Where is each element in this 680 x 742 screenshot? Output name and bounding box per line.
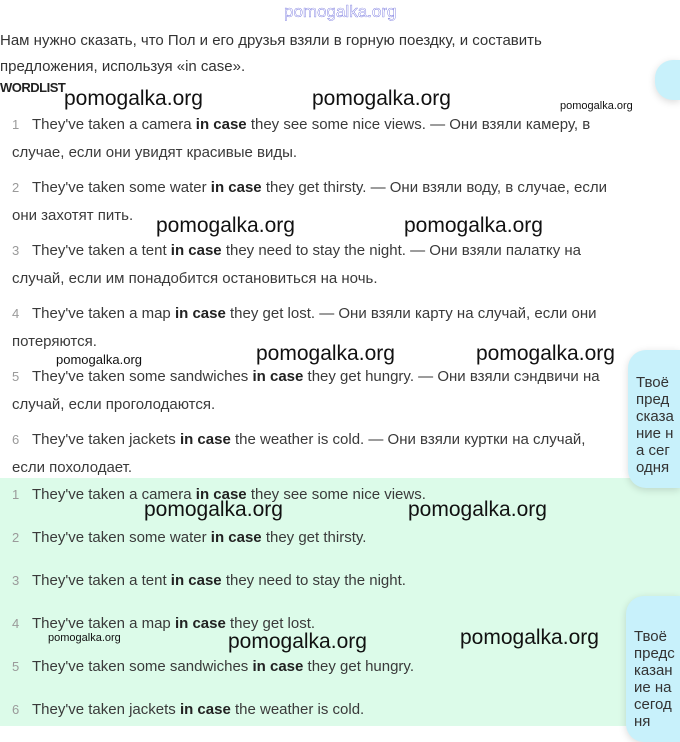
watermark: pomogalka.org — [312, 87, 451, 110]
item-keyword: in case — [174, 305, 226, 322]
watermark: pomogalka.org — [156, 214, 295, 237]
item-text: the weather is cold. — [230, 431, 365, 448]
item-keyword: in case — [210, 529, 262, 546]
item-keyword: in case — [179, 701, 231, 718]
item-text: they get lost. — [225, 305, 316, 322]
list-item — [12, 111, 618, 167]
item-keyword: in case — [170, 242, 222, 259]
watermark: pomogalka.org — [144, 498, 283, 521]
item-text: they see some nice views. — [246, 486, 426, 503]
intro-text: Нам нужно сказать, что Пол и его друзья взяли в горную поездку, и составить предложения, используя «in case». — [0, 32, 542, 75]
item-text: They've taken a camera — [32, 116, 196, 133]
item-translation: — Они взяли камеру, в случае, если они увидят красивые виды. — [12, 116, 591, 161]
item-number: 5 — [12, 369, 20, 384]
item-text: They've taken jackets — [32, 431, 180, 448]
item-text: the weather is cold. — [230, 701, 365, 718]
item-number: 5 — [12, 659, 20, 674]
item-number: 3 — [12, 243, 20, 258]
answer-block — [0, 478, 680, 726]
item-keyword: in case — [252, 658, 304, 675]
item-text: they get lost. — [225, 615, 316, 632]
item-number: 2 — [12, 530, 20, 545]
item-text: they get thirsty. — [261, 529, 367, 546]
list-item — [12, 528, 366, 548]
item-text: they need to stay the night. — [221, 572, 406, 589]
item-text: they get thirsty. — [261, 179, 367, 196]
list-item — [12, 571, 406, 591]
item-number: 1 — [12, 487, 20, 502]
watermark: pomogalka.org — [404, 214, 543, 237]
watermark: pomogalka.org — [560, 100, 633, 112]
item-text: They've taken a map — [32, 615, 175, 632]
watermark: pomogalka.org — [408, 498, 547, 521]
prediction-popup[interactable] — [626, 596, 680, 742]
item-keyword: in case — [170, 572, 222, 589]
item-text: They've taken a tent — [32, 242, 171, 259]
popup-text: Твоё предсказание на сегодня — [634, 628, 675, 730]
item-translation: — Они взяли карту на случай, если они потеряются. — [12, 305, 597, 350]
item-number: 3 — [12, 573, 20, 588]
item-text: They've taken some sandwiches — [32, 368, 253, 385]
item-keyword: in case — [195, 116, 247, 133]
item-number: 6 — [12, 432, 20, 447]
item-number: 4 — [12, 306, 20, 321]
item-translation: — Они взяли палатку на случай, если им понадобится остановиться на ночь. — [12, 242, 582, 287]
watermark: pomogalka.org — [228, 630, 367, 653]
item-keyword: in case — [174, 615, 226, 632]
item-text: they need to stay the night. — [221, 242, 406, 259]
item-keyword: in case — [179, 431, 231, 448]
item-text: they see some nice views. — [246, 116, 426, 133]
watermark: pomogalka.org — [476, 342, 615, 365]
popup-text: Твоё предсказание на сегодня — [636, 374, 674, 476]
item-text: they get hungry. — [303, 368, 414, 385]
item-text: They've taken a camera — [32, 486, 196, 503]
watermark: pomogalka.org — [460, 626, 599, 649]
watermark: pomogalka.org — [284, 2, 397, 21]
item-translation: — Они взяли сэндвичи на случай, если проголодаются. — [12, 368, 600, 413]
wordlist-heading: WORDLIST — [0, 80, 66, 95]
prediction-popup[interactable] — [655, 60, 680, 100]
item-text: They've taken a tent — [32, 572, 171, 589]
prediction-popup[interactable] — [628, 350, 680, 488]
item-text: They've taken jackets — [32, 701, 180, 718]
item-text: they get hungry. — [303, 658, 414, 675]
watermark: pomogalka.org — [48, 632, 121, 644]
item-number: 1 — [12, 117, 20, 132]
list-item — [12, 657, 414, 677]
item-text: They've taken some sandwiches — [32, 658, 253, 675]
watermark: pomogalka.org — [64, 87, 203, 110]
item-translation: — Они взяли воду, в случае, если они захотят пить. — [12, 179, 607, 224]
watermark: pomogalka.org — [56, 352, 142, 367]
item-keyword: in case — [210, 179, 262, 196]
watermark: pomogalka.org — [256, 342, 395, 365]
item-number: 2 — [12, 180, 20, 195]
item-text: They've taken some water — [32, 529, 211, 546]
item-text: They've taken a map — [32, 305, 175, 322]
item-keyword: in case — [195, 486, 247, 503]
list-item — [12, 700, 364, 720]
list-item — [12, 237, 618, 293]
item-text: They've taken some water — [32, 179, 211, 196]
list-item — [12, 426, 618, 482]
item-keyword: in case — [252, 368, 304, 385]
item-number: 4 — [12, 616, 20, 631]
list-item — [12, 363, 618, 419]
item-number: 6 — [12, 702, 20, 717]
item-translation: — Они взяли куртки на случай, если похолодает. — [12, 431, 586, 476]
